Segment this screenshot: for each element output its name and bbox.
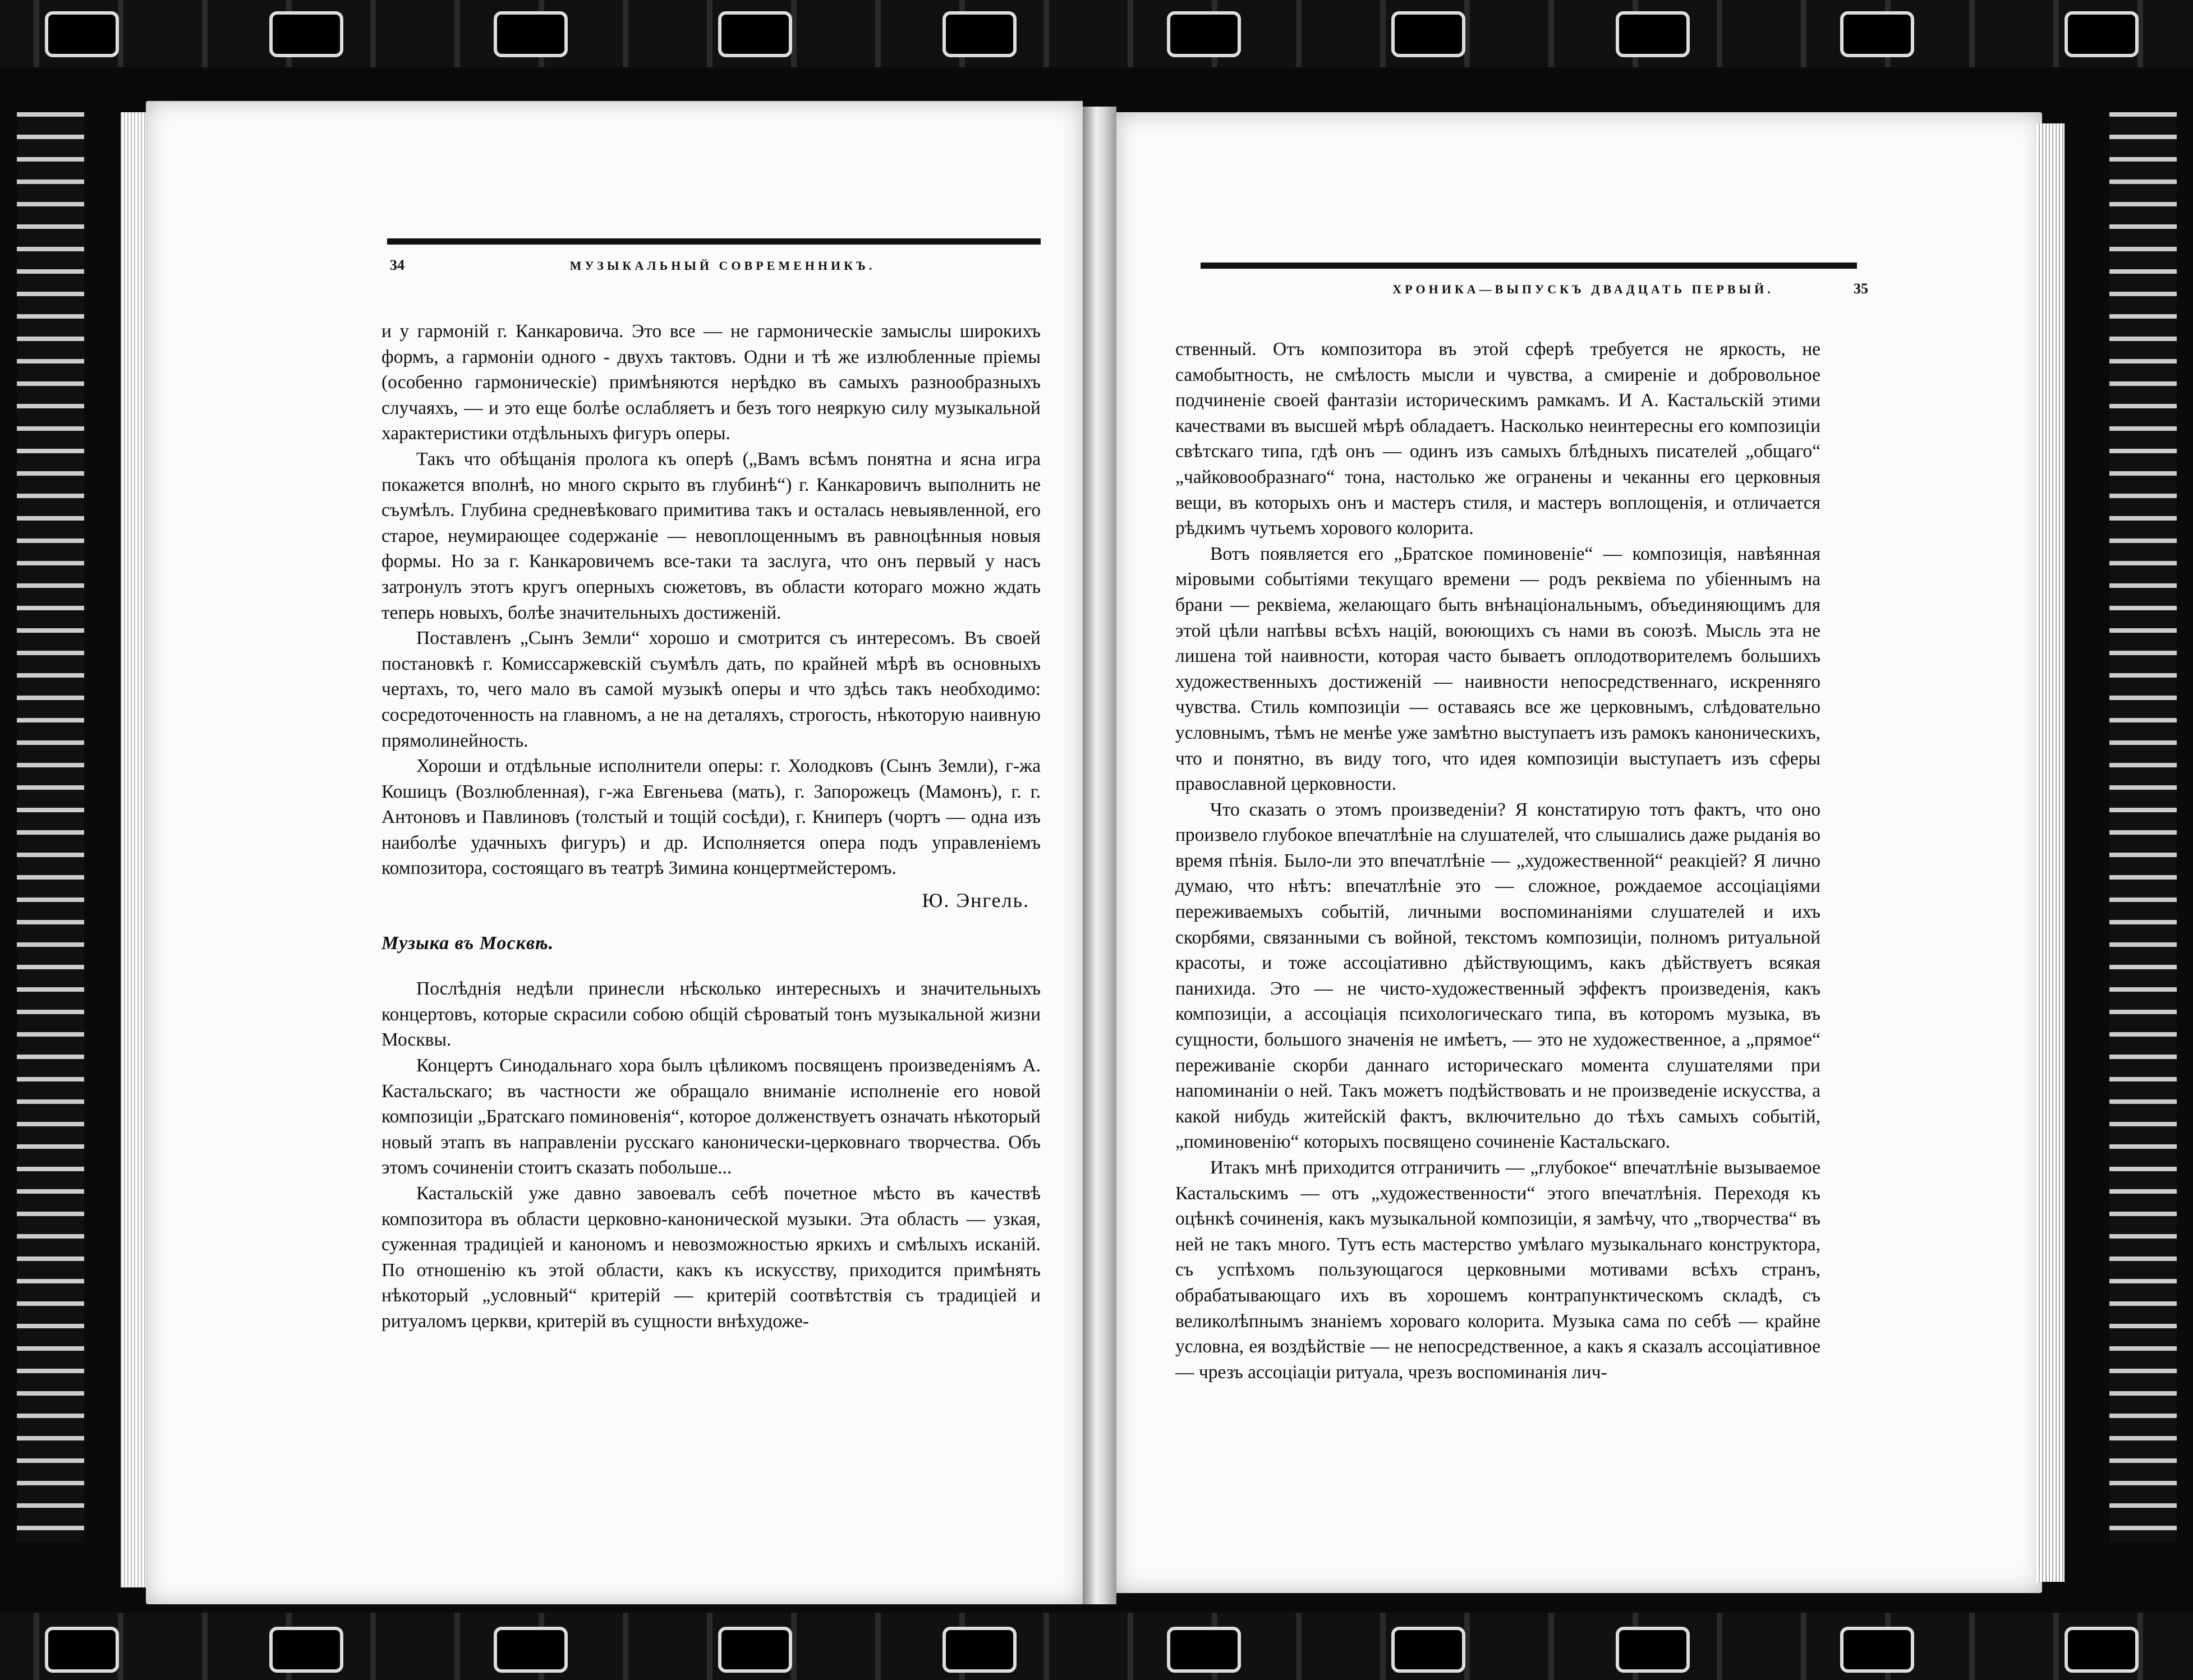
film-perforation (1840, 1627, 1914, 1673)
film-perforation (943, 1627, 1017, 1673)
left-page-body (381, 319, 1041, 1334)
film-perforation (269, 1627, 343, 1673)
author-signature: Ю. Энгель. (922, 889, 1029, 912)
film-perforation (1391, 11, 1465, 57)
header-rule-right (1201, 263, 1857, 269)
running-head-right (1313, 280, 1868, 297)
page-edges-right (2036, 123, 2065, 1582)
film-perforation (1167, 1627, 1241, 1673)
film-perforation (2065, 1627, 2139, 1673)
book-gutter (1083, 107, 1116, 1604)
header-rule-left (387, 238, 1041, 245)
paragraph: Итакъ мнѣ приходится отграничить — „глубокое“ впечатлѣніе вызываемое Кастальскимъ — отъ „художественности“ этого впечатлѣнія. Переходя къ оцѣнкѣ сочиненія, какъ музыкальной композиціи, я замѣчу, что „творчества“ въ ней не такъ много. Тутъ есть мастерство умѣлаго музыкальнаго конструктора, съ успѣхомъ пользующагося церковными мотивами всѣхъ странъ, обрабатывающаго ихъ въ хорошемъ контрапунктическомъ складѣ, съ великолѣпнымъ знаніемъ хороваго колорита. Музыка сама по себѣ — крайне условна, ея воздѣйствіе — не непосредственное, а какъ я сказалъ ассоціативное — чрезъ ассоціаціи ритуала, чрезъ воспоминанія лич- (1175, 1157, 1820, 1383)
film-perforation (1616, 1627, 1690, 1673)
film-perforation (45, 1627, 119, 1673)
running-head-title-right: ХРОНИКА—ВЫПУСКЪ ДВАДЦАТЬ ПЕРВЫЙ. (1392, 282, 1774, 296)
film-edge-left (17, 112, 84, 1543)
film-perforation (1616, 11, 1690, 57)
paragraph: Вотъ появляется его „Братское поминовеніе“ — композиція, навѣянная міровыми событіями текущаго времени — родъ реквіема по убіеннымъ на брани — реквіема, желающаго быть внѣнаціональнымъ, объединяющимъ для этой цѣли напѣвы всѣхъ націй, воюющихъ съ нами въ союзѣ. Мысль эта не лишена той наивности, которая часто бываетъ оплодотворителемъ большихъ художественныхъ достиженій — наивности непосредственнаго, искренняго чувства. Стиль композиціи — оставаясь все же церковнымъ, слѣдовательно условнымъ, тѣмъ не менѣе уже замѣтно выступаетъ изъ рамокъ каноническихъ, что и понятно, въ виду того, что идея композиціи выступаетъ изъ сферы православной церковности. (1175, 543, 1820, 795)
film-perforation (718, 1627, 792, 1673)
page-number-right: 35 (1854, 280, 1868, 297)
film-perforation (718, 11, 792, 57)
film-perforation (1391, 1627, 1465, 1673)
paragraph: и у гармоній г. Канкаровича. Это все — не гармоническіе замыслы широкихъ формъ, а гармоніи одного - двухъ тактовъ. Одни и тѣ же излюбленные пріемы (особенно гармоническіе) примѣняются нерѣдко въ самыхъ разнообразныхъ случаяхъ, — и это еще болѣе ослабляетъ и безъ того неяркую силу музыкальной характеристики отдѣльныхъ фигуръ оперы. (381, 321, 1041, 444)
running-head-left (390, 257, 1041, 274)
paragraph: Такъ что обѣщанія пролога къ оперѣ („Вамъ всѣмъ понятна и ясна игра покажется вполнѣ, но много скрыто въ глубинѣ“) г. Канкаровичъ выполнить не съумѣлъ. Глубина средневѣковаго примитива такъ и осталась невыявленной, его старое, неумирающее содержаніе — невоплощеннымъ въ равноцѣнныя новыя формы. Но за г. Канкаровичемъ все-таки та заслуга, что онъ первый у насъ затронулъ этотъ кругъ оперныхъ сюжетовъ, въ области котораго можно ждать теперь новыхъ, болѣе значительныхъ достиженій. (381, 448, 1041, 623)
paragraph: Что сказать о этомъ произведеніи? Я констатирую тотъ фактъ, что оно произвело глубокое впечатлѣніе на слушателей, что слышались даже рыданія во время пѣнія. Было-ли это впечатлѣніе — „художественной“ реакціей? Я лично думаю, что нѣтъ: впечатлѣніе это — сложное, рождаемое ассоціаціями переживаемыхъ событій, личными воспоминаніями слушателей и ихъ скорбями, связанными съ войной, текстомъ композиціи, полномъ ритуальной красоты, и тоже ассоціативно дѣйствующимъ, какъ дѣйствуетъ всякая панихида. Это — не чисто-художественный эффектъ произведенія, какъ композиціи, а ассоціація психологическаго типа, въ которомъ музыка, въ сущности, большого значенія не имѣетъ, — это не художественное, а „прямое“ переживаніе скорби даннаго историческаго момента слушателями при напоминаніи о ней. Такъ можетъ подѣйствовать и не произведеніе искусства, а какой нибудь житейскій фактъ, включительно до тѣхъ самыхъ событій, „поминовенію“ которыхъ посвящено сочиненіе Кастальскаго. (1175, 799, 1820, 1153)
film-perforation (45, 11, 119, 57)
film-edge-right (2109, 112, 2177, 1543)
paragraph: Послѣднія недѣли принесли нѣсколько интересныхъ и значительныхъ концертовъ, которые скрасили собою общій сѣроватый тонъ музыкальной жизни Москвы. (381, 978, 1041, 1051)
paragraph: Хороши и отдѣльные исполнители оперы: г. Холодковъ (Сынъ Земли), г-жа Кошицъ (Возлюбленная), г-жа Евгеньева (мать), г. Запорожецъ (Мамонъ), г. г. Антоновъ и Павлиновъ (толстый и тощій сосѣди), г. Книперъ (чортъ — одна изъ наиболѣе удачныхъ фигуръ) и др. Исполняется опера подъ управленіемъ композитора, состоящаго въ театрѣ Зимина концертмейстеромъ. (381, 756, 1041, 879)
film-perforation (1840, 11, 1914, 57)
film-perforation (269, 11, 343, 57)
paragraph: ственный. Отъ композитора въ этой сферѣ требуется не яркость, не самобытность, не смѣлость мысли и чувства, а смиреніе и добровольное подчиненіе своей фантазіи историческимъ рамкамъ. И А. Кастальскій этими качествами въ высшей мѣрѣ обладаетъ. Насколько неинтересны его композиціи свѣтскаго типа, гдѣ онъ — одинъ изъ самыхъ блѣдныхъ писателей „общаго“ „чайковообразнаго“ тона, настолько же огранены и чеканны его церковныя вещи, въ которыхъ онъ и мастеръ стиля, и мастеръ воплощенія, и отличается рѣдкимъ чутьемъ хорового колорита. (1175, 339, 1820, 539)
page-number-left: 34 (390, 257, 404, 273)
film-perforation (494, 1627, 568, 1673)
paragraph: Концертъ Синодальнаго хора былъ цѣликомъ посвященъ произведеніямъ А. Кастальскаго; въ частности же обращало вниманіе исполненіе его новой композиціи „Братскаго поминовенія“, которое долженствуетъ означать нѣкоторый новый этапъ въ направленіи русскаго канонически-церковнаго творчества. Объ этомъ сочиненіи стоитъ сказать побольше... (381, 1055, 1041, 1179)
section-title: Музыка въ Москвѣ. (381, 932, 554, 954)
film-perforation (943, 11, 1017, 57)
running-head-title-left: МУЗЫКАЛЬНЫЙ СОВРЕМЕННИКЪ. (569, 259, 876, 273)
film-perforation (1167, 11, 1241, 57)
film-perforation (494, 11, 568, 57)
paragraph: Поставленъ „Сынъ Земли“ хорошо и смотрится съ интересомъ. Въ своей постановкѣ г. Комиссаржевскій съумѣлъ дать, по крайней мѣрѣ въ основныхъ чертахъ, то, чего мало въ самой музыкѣ оперы и что здѣсь такъ необходимо: сосредоточенность на главномъ, а не на деталяхъ, строгость, нѣкоторую наивную прямолинейность. (381, 628, 1041, 751)
film-perforation (2065, 11, 2139, 57)
paragraph: Кастальскій уже давно завоевалъ себѣ почетное мѣсто въ качествѣ композитора въ области церковно-канонической музыки. Эта область — узкая, суженная традиціей и канономъ и невозможностью яркихъ и смѣлыхъ исканій. По отношенію къ этой области, какъ къ искусству, приходится примѣнять нѣкоторый „условный“ критерій — критерій соотвѣтствія съ традиціей и ритуаломъ церкви, критерій въ сущности внѣхудоже- (381, 1183, 1041, 1332)
right-page-body (1175, 337, 1820, 1385)
